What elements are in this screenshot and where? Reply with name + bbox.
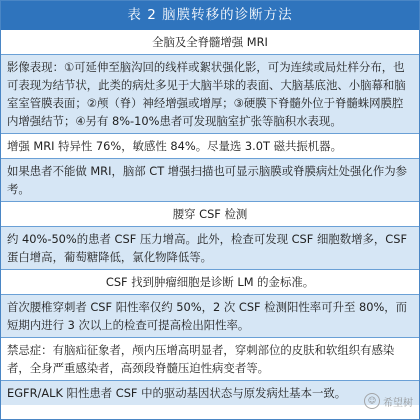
table-row: 腰穿 CSF 检测 bbox=[1, 202, 419, 227]
table-body bbox=[1, 30, 419, 405]
table-row: 约 40%-50%的患者 CSF 压力增高。此外，检查可发现 CSF 细胞数增多，CSF 蛋白增高，葡萄糖降低，氯化物降低等。 bbox=[1, 227, 419, 270]
table-row: 全脑及全脊髓增强 MRI bbox=[1, 30, 419, 55]
table-row: 增强 MRI 特异性 76%，敏感性 84%。尽量选 3.0T 磁共振机器。 bbox=[1, 134, 419, 159]
wechat-icon: ☺ bbox=[364, 393, 380, 409]
table-row: 影像表现：①可延伸至脑沟回的线样或絮状强化影，可为连续或局灶样分布，也可表现为结节状，此类的病灶多见于大脑半球的表面、大脑基底池、小脑幕和脑室室管膜表面；②颅（脊）神经增强或增厚；③硬膜下脊髓外位于脊髓蛛网膜腔内增强结节；④另有 8%-10%患者可发现脑室扩张等脑积水表现。 bbox=[1, 55, 419, 134]
table-row: 禁忌症：有脑疝征象者，颅内压增高明显者，穿刺部位的皮肤和软组织有感染者，全身严重感染者，高颈段脊髓压迫性病变者等。 bbox=[1, 338, 419, 381]
watermark-text: 希望树 bbox=[383, 397, 413, 409]
table-row: 首次腰椎穿刺者 CSF 阳性率仅约 50%，2 次 CSF 检测阳性率可升至 80%，而短期内进行 3 次以上的检查可提高检出阳性率。 bbox=[1, 295, 419, 338]
table-row: CSF 找到肿瘤细胞是诊断 LM 的金标准。 bbox=[1, 270, 419, 295]
table-title: 表 2 脑膜转移的诊断方法 bbox=[1, 1, 419, 30]
table-row: EGFR/ALK 阳性患者 CSF 中的驱动基因状态与原发病灶基本一致。 bbox=[1, 381, 419, 405]
watermark bbox=[364, 393, 413, 409]
table-row: 如果患者不能做 MRI，脑部 CT 增强扫描也可显示脑膜或脊膜病灶处强化作为参考。 bbox=[1, 159, 419, 202]
